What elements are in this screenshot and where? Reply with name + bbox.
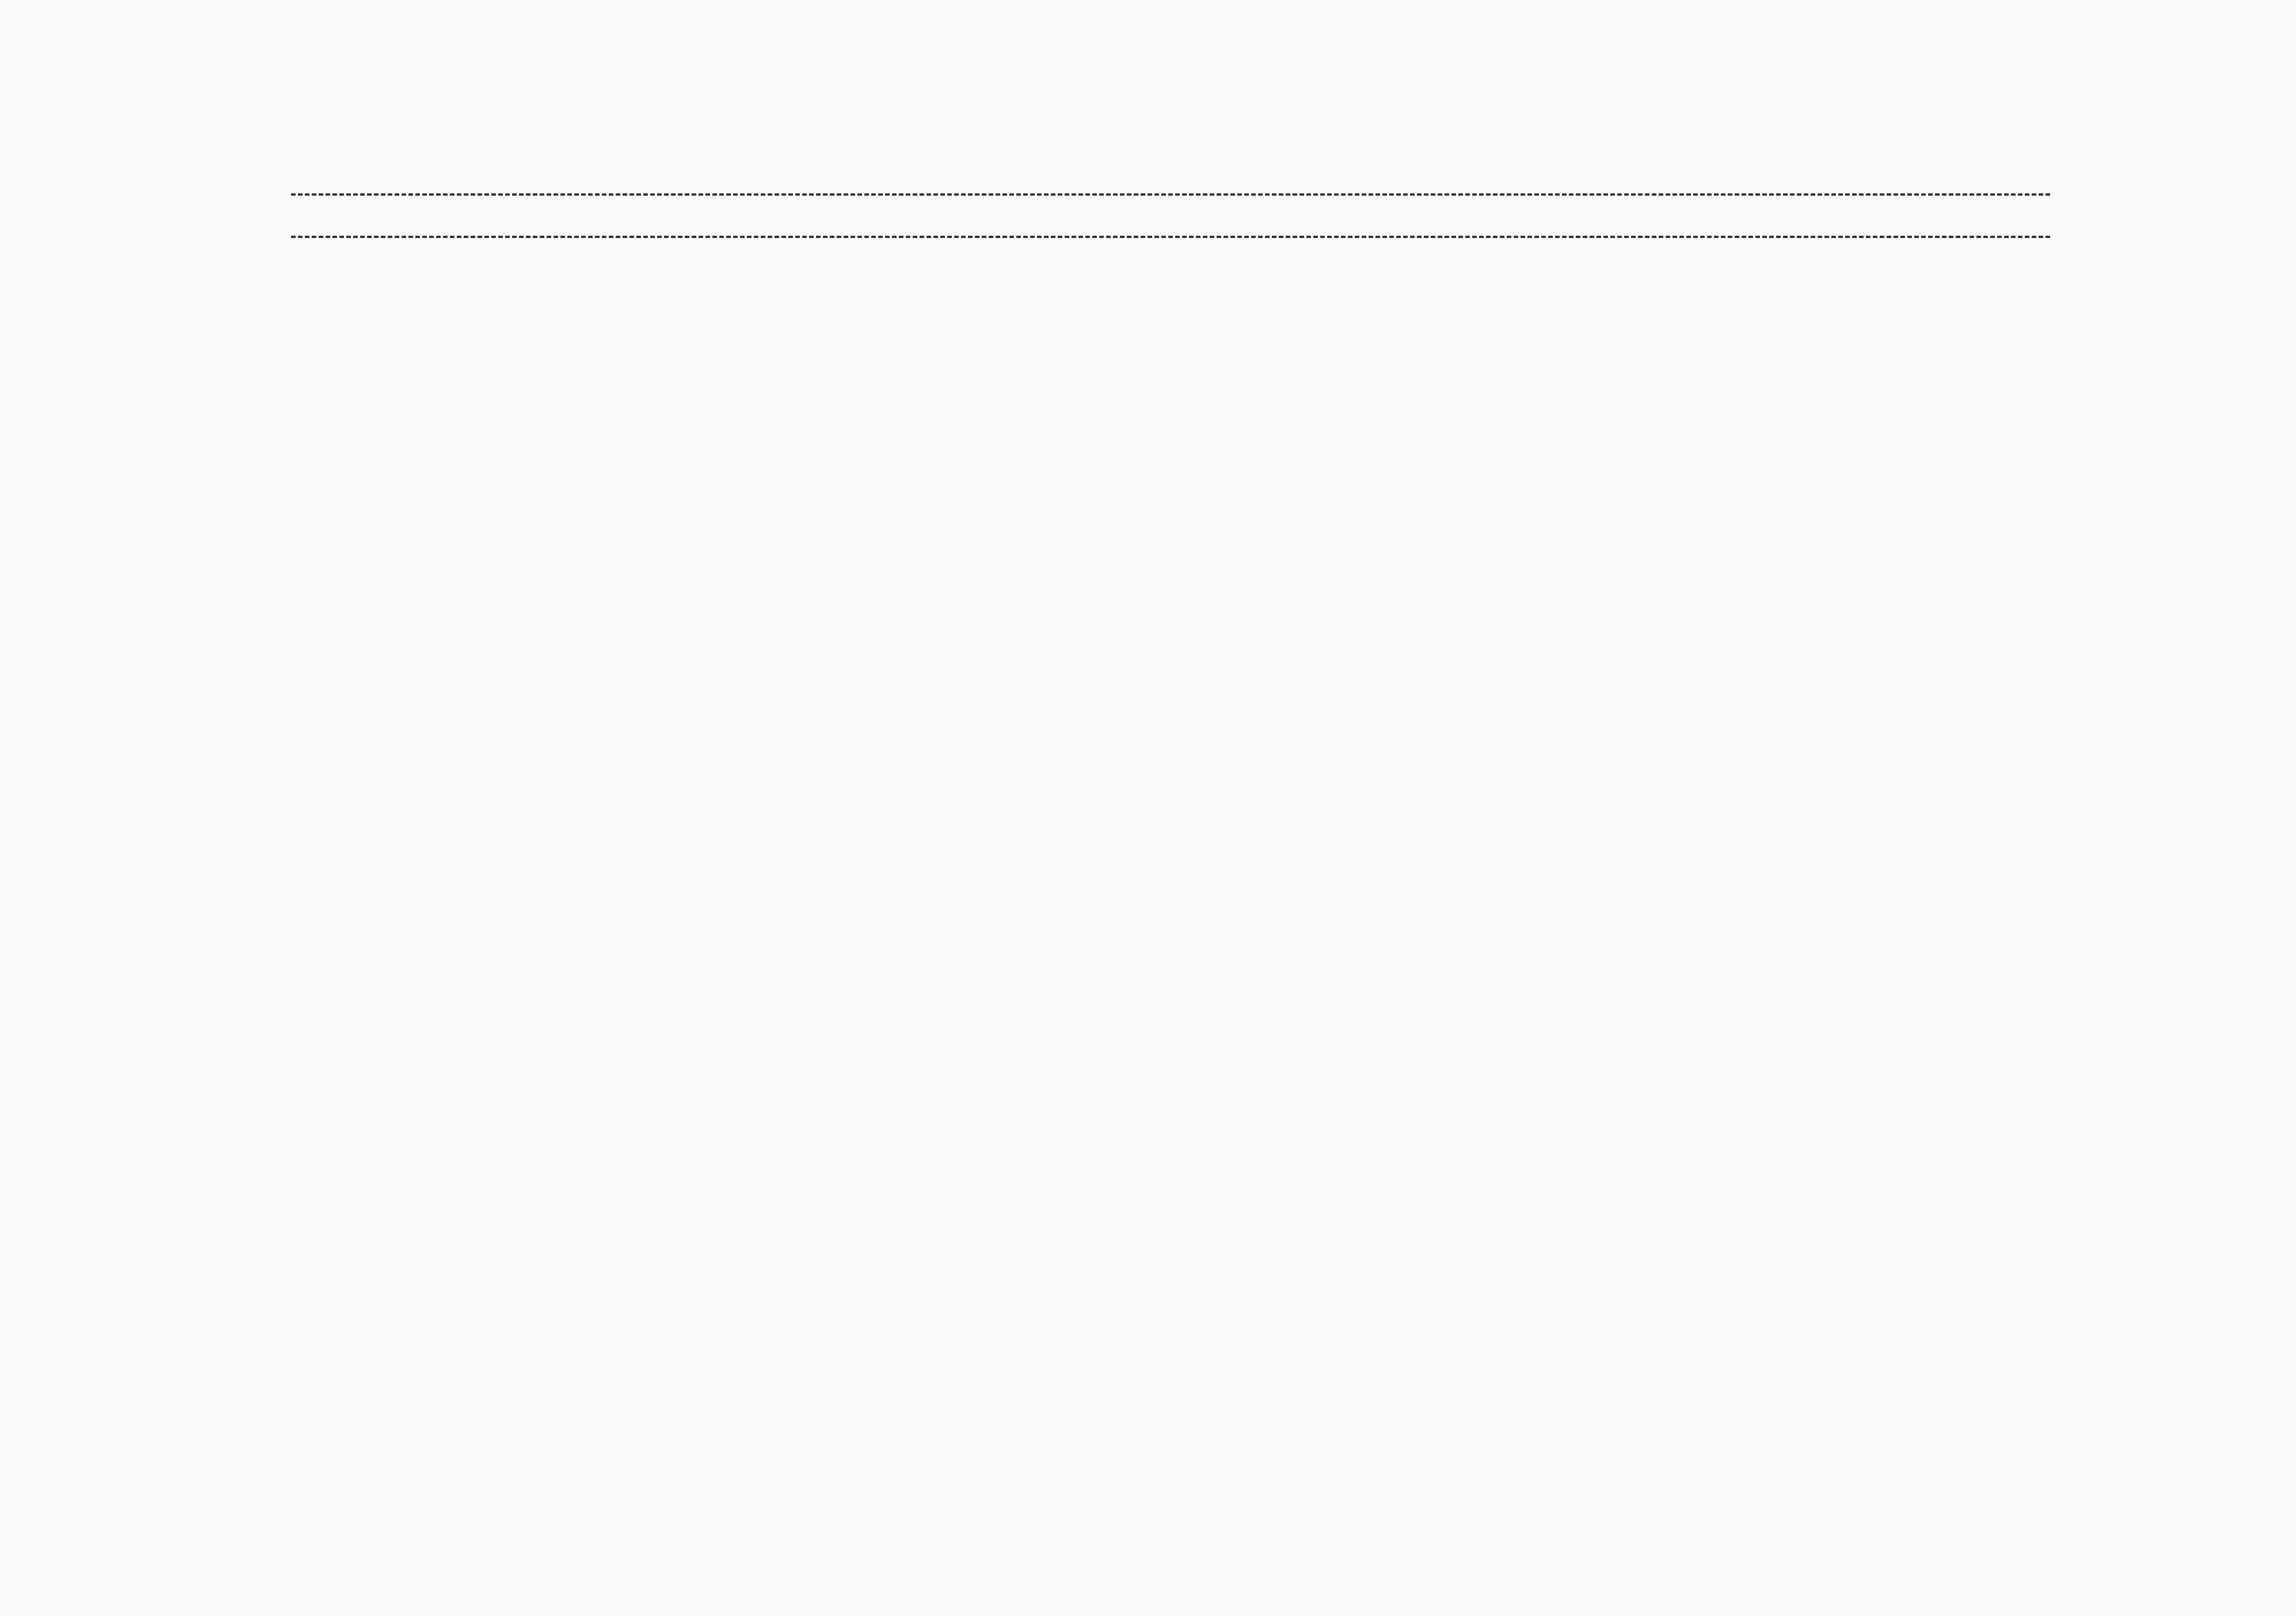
header-rule-top: [291, 193, 2050, 196]
header-rule-bottom: [291, 236, 2050, 238]
